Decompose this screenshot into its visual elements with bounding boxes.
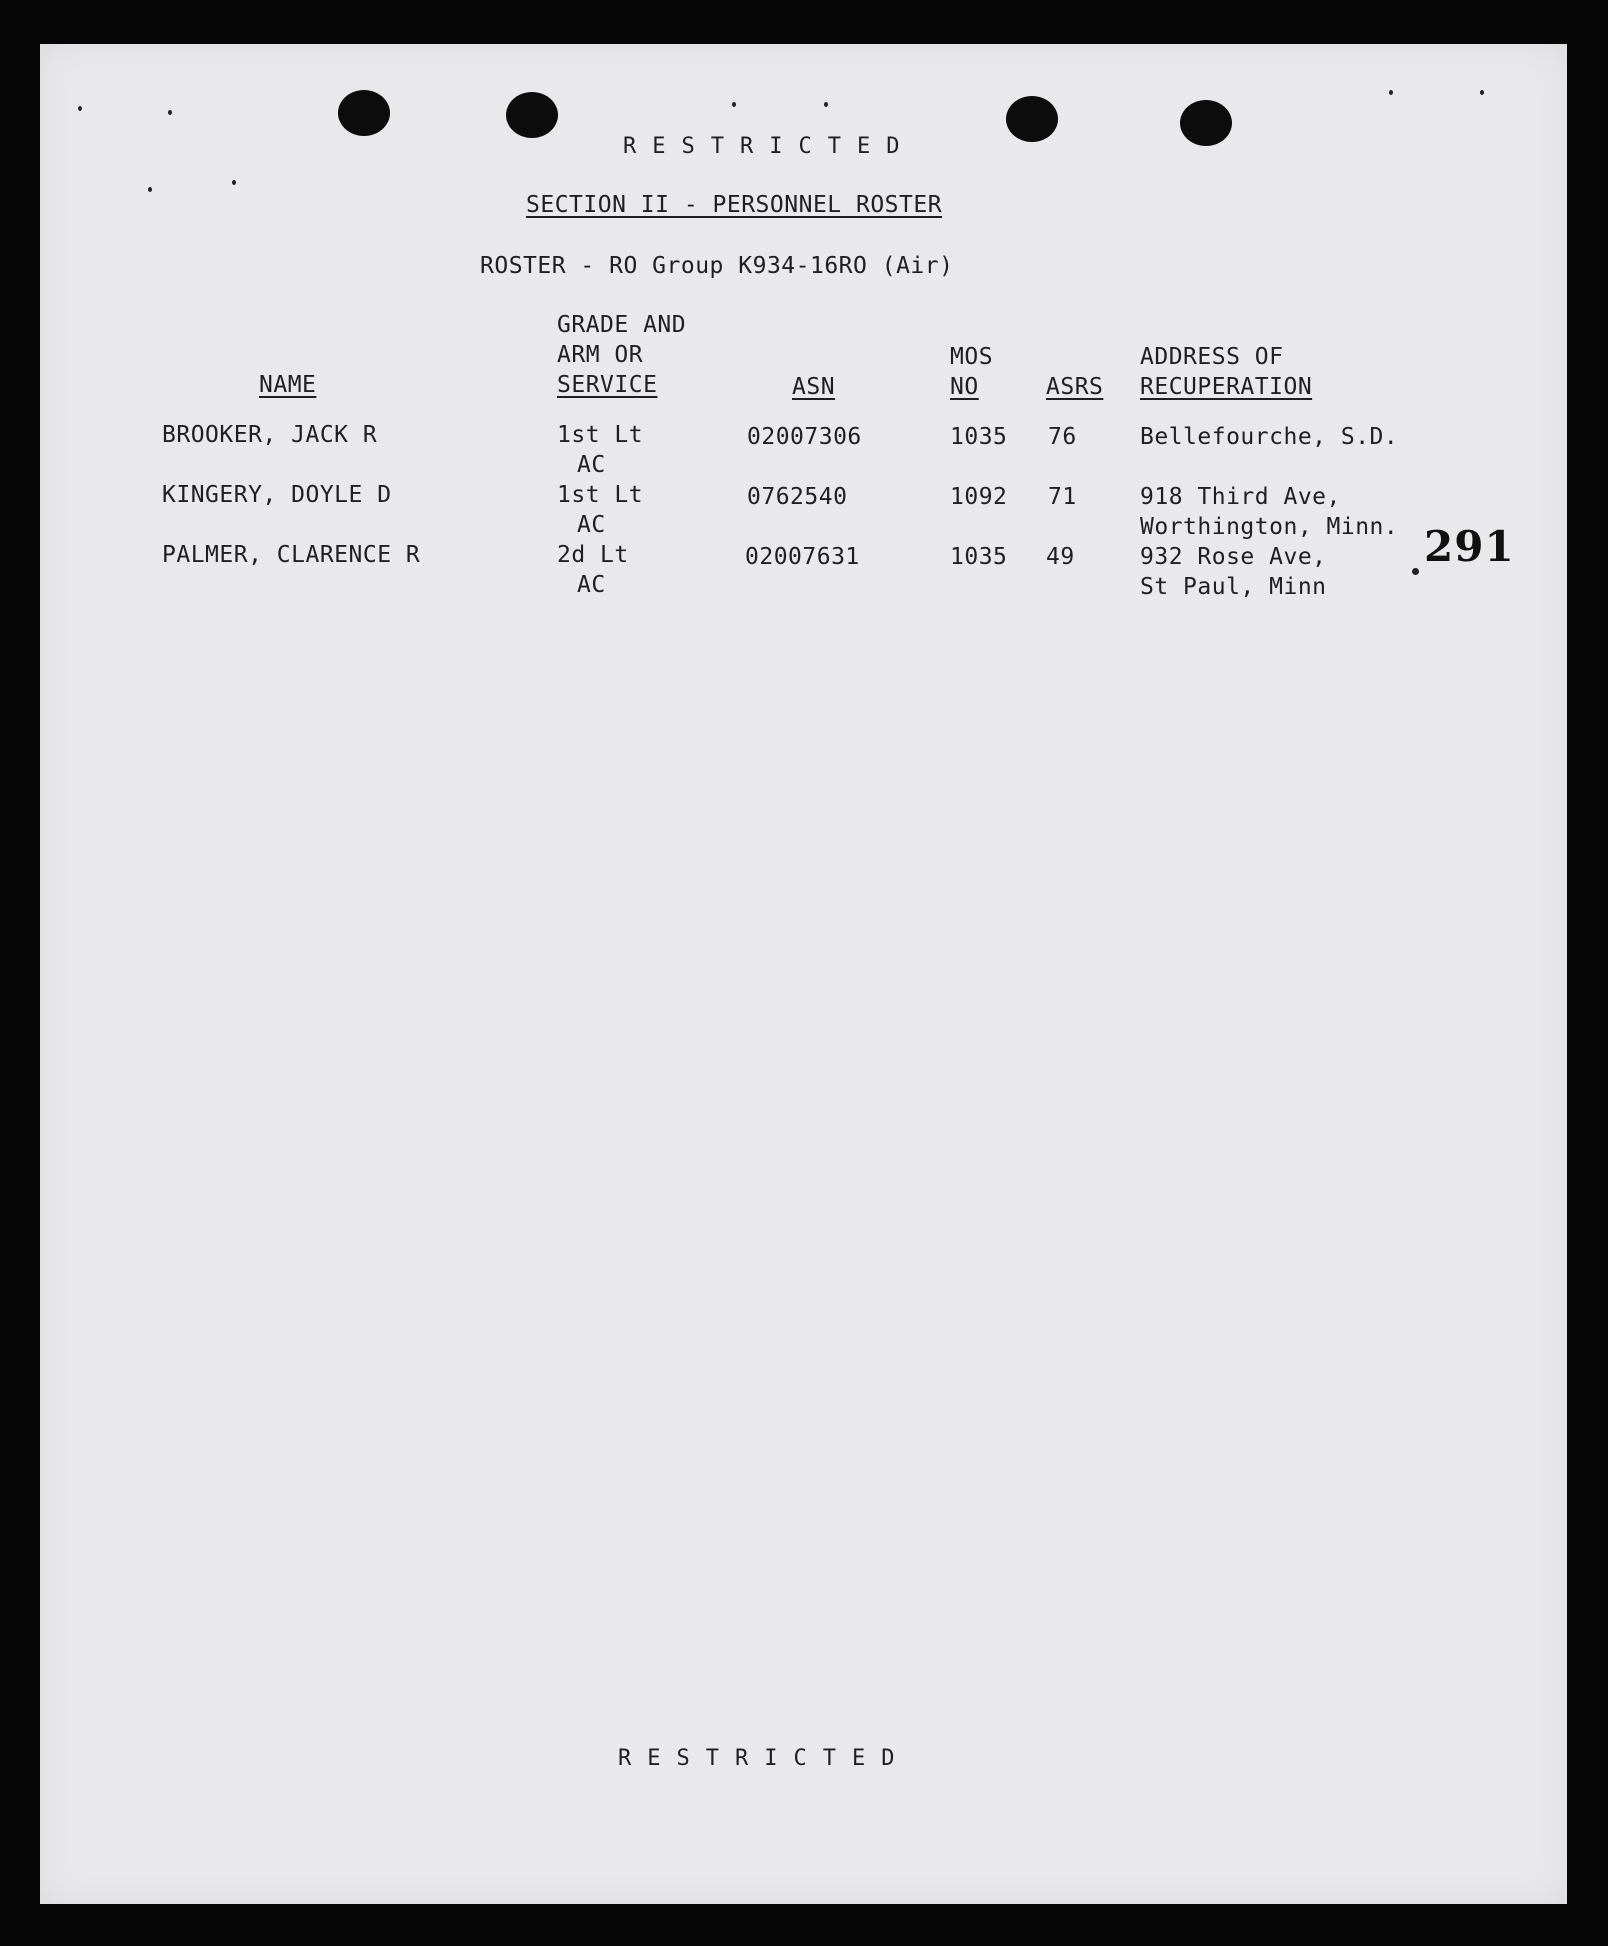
scan-speck (824, 102, 828, 107)
column-header-grade-line2: ARM OR (557, 342, 644, 368)
column-header-name: NAME (259, 372, 317, 398)
row-asn: 02007631 (745, 544, 860, 570)
scan-speck (78, 106, 82, 111)
classification-bottom: RESTRICTED (618, 1746, 911, 1771)
row-grade: 1st Lt (557, 422, 644, 448)
column-header-asrs: ASRS (1046, 374, 1104, 400)
row-arm: AC (577, 572, 606, 598)
row-name: PALMER, CLARENCE R (162, 542, 421, 568)
classification-top: RESTRICTED (623, 134, 916, 159)
row-address-line1: Bellefourche, S.D. (1140, 424, 1399, 450)
row-address-line1: 932 Rose Ave, (1140, 544, 1327, 570)
row-asn: 02007306 (747, 424, 862, 450)
row-address-line2: St Paul, Minn (1140, 574, 1327, 600)
punch-hole (338, 90, 390, 136)
column-header-asn: ASN (792, 374, 836, 400)
row-grade: 2d Lt (557, 542, 629, 568)
row-mos: 1092 (950, 484, 1008, 510)
column-header-grade-line3: SERVICE (557, 372, 658, 398)
row-address-line2: Worthington, Minn. (1140, 514, 1399, 540)
section-title: SECTION II - PERSONNEL ROSTER (526, 192, 943, 218)
row-arm: AC (577, 452, 606, 478)
scan-speck (1389, 90, 1393, 95)
punch-hole (1180, 100, 1232, 146)
row-asrs: 49 (1046, 544, 1075, 570)
row-mos: 1035 (950, 544, 1008, 570)
scan-speck (232, 180, 236, 185)
row-name: KINGERY, DOYLE D (162, 482, 392, 508)
scan-speck (168, 110, 172, 115)
page-number-stamp: 291 (1424, 522, 1515, 571)
row-arm: AC (577, 512, 606, 538)
row-asrs: 71 (1048, 484, 1077, 510)
stamp-dot (1412, 568, 1419, 575)
column-header-address-line2: RECUPERATION (1140, 374, 1313, 400)
scan-speck (1480, 90, 1484, 95)
row-mos: 1035 (950, 424, 1008, 450)
column-header-mos-line1: MOS (950, 344, 994, 370)
scan-speck (148, 187, 152, 192)
row-asn: 0762540 (747, 484, 848, 510)
document-page (40, 44, 1567, 1904)
punch-hole (506, 92, 558, 138)
column-header-address-line1: ADDRESS OF (1140, 344, 1284, 370)
scan-speck (732, 102, 736, 107)
row-asrs: 76 (1048, 424, 1077, 450)
row-address-line1: 918 Third Ave, (1140, 484, 1341, 510)
roster-title: ROSTER - RO Group K934-16RO (Air) (480, 253, 954, 279)
column-header-grade-line1: GRADE AND (557, 312, 687, 338)
column-header-mos-line2: NO (950, 374, 979, 400)
row-grade: 1st Lt (557, 482, 644, 508)
row-name: BROOKER, JACK R (162, 422, 378, 448)
punch-hole (1006, 96, 1058, 142)
